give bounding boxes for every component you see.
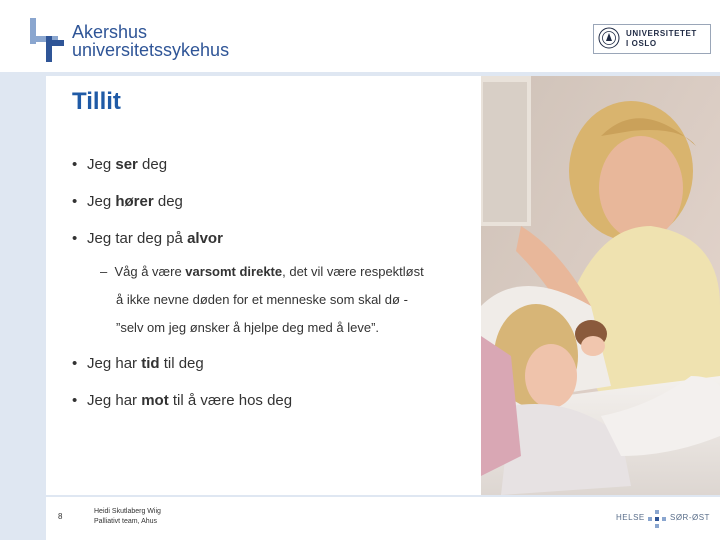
sub-bullet-text: Våg å være xyxy=(114,264,186,279)
bullet-dot-icon: • xyxy=(72,355,78,372)
sub-bullet-line xyxy=(100,264,424,279)
footer-divider-band xyxy=(46,495,720,497)
page-number: 8 xyxy=(58,512,63,521)
bullet-text: deg xyxy=(137,156,168,173)
bullet-text: Jeg har xyxy=(87,355,142,372)
bullet-item xyxy=(72,392,292,409)
bullet-text: Jeg har xyxy=(87,392,142,409)
bullet-emphasis: ser xyxy=(115,156,138,173)
ahus-logo-mark-icon xyxy=(26,18,66,62)
sub-bullet-text: , det vil være respektløst xyxy=(282,264,424,279)
bullet-emphasis: tid xyxy=(141,355,160,372)
bullet-text: Jeg tar deg på xyxy=(87,230,188,247)
author-name: Heidi Skutlaberg Wiig xyxy=(94,508,161,515)
brand-name-line2: universitetssykehus xyxy=(72,40,230,60)
bullet-text: Jeg xyxy=(87,193,116,210)
brand-name-line1: Akershus xyxy=(72,22,148,42)
sub-bullet-dash: – xyxy=(100,264,108,279)
left-decor-strip xyxy=(0,72,46,540)
caregiver-photo-illustration xyxy=(481,76,720,495)
bullet-item xyxy=(72,156,167,173)
caregiver-photo xyxy=(481,76,720,495)
bullet-emphasis: hører xyxy=(115,193,154,210)
footer-author xyxy=(94,507,161,527)
sub-bullet-line: ”selv om jeg ønsker å hjelpe deg med å leve”. xyxy=(116,320,380,335)
bullet-text: til å være hos deg xyxy=(168,392,293,409)
slide-title: Tillit xyxy=(72,88,121,115)
uio-seal-icon xyxy=(598,27,620,49)
bullet-dot-icon: • xyxy=(72,392,78,409)
bullet-text: Jeg xyxy=(87,156,116,173)
uio-name-line2: I OSLO xyxy=(626,39,657,48)
helse-sor-ost-logo xyxy=(616,510,712,528)
bullet-emphasis: mot xyxy=(141,392,169,409)
slide-header xyxy=(0,0,720,72)
uio-logo xyxy=(593,24,711,54)
bullet-dot-icon: • xyxy=(72,193,78,210)
bullet-text: til deg xyxy=(159,355,204,372)
bullet-dot-icon: • xyxy=(72,156,78,173)
bullet-emphasis: alvor xyxy=(187,230,223,247)
sub-bullet-emphasis: varsomt direkte xyxy=(185,264,283,279)
bullet-dot-icon: • xyxy=(72,230,78,247)
ahus-logo xyxy=(26,18,230,62)
bullet-text: deg xyxy=(153,193,183,210)
bullet-item xyxy=(72,193,183,210)
logo-text-right: SØR-ØST xyxy=(670,513,710,522)
uio-name-line1: UNIVERSITETET xyxy=(626,29,697,38)
author-team: Palliativt team, Ahus xyxy=(94,518,158,525)
bullet-item xyxy=(72,230,223,247)
bullet-item xyxy=(72,355,204,372)
helse-logo-mark-icon xyxy=(648,510,666,528)
sub-bullet-line: å ikke nevne døden for et menneske som skal dø - xyxy=(116,292,408,307)
logo-text-left: HELSE xyxy=(616,513,645,522)
